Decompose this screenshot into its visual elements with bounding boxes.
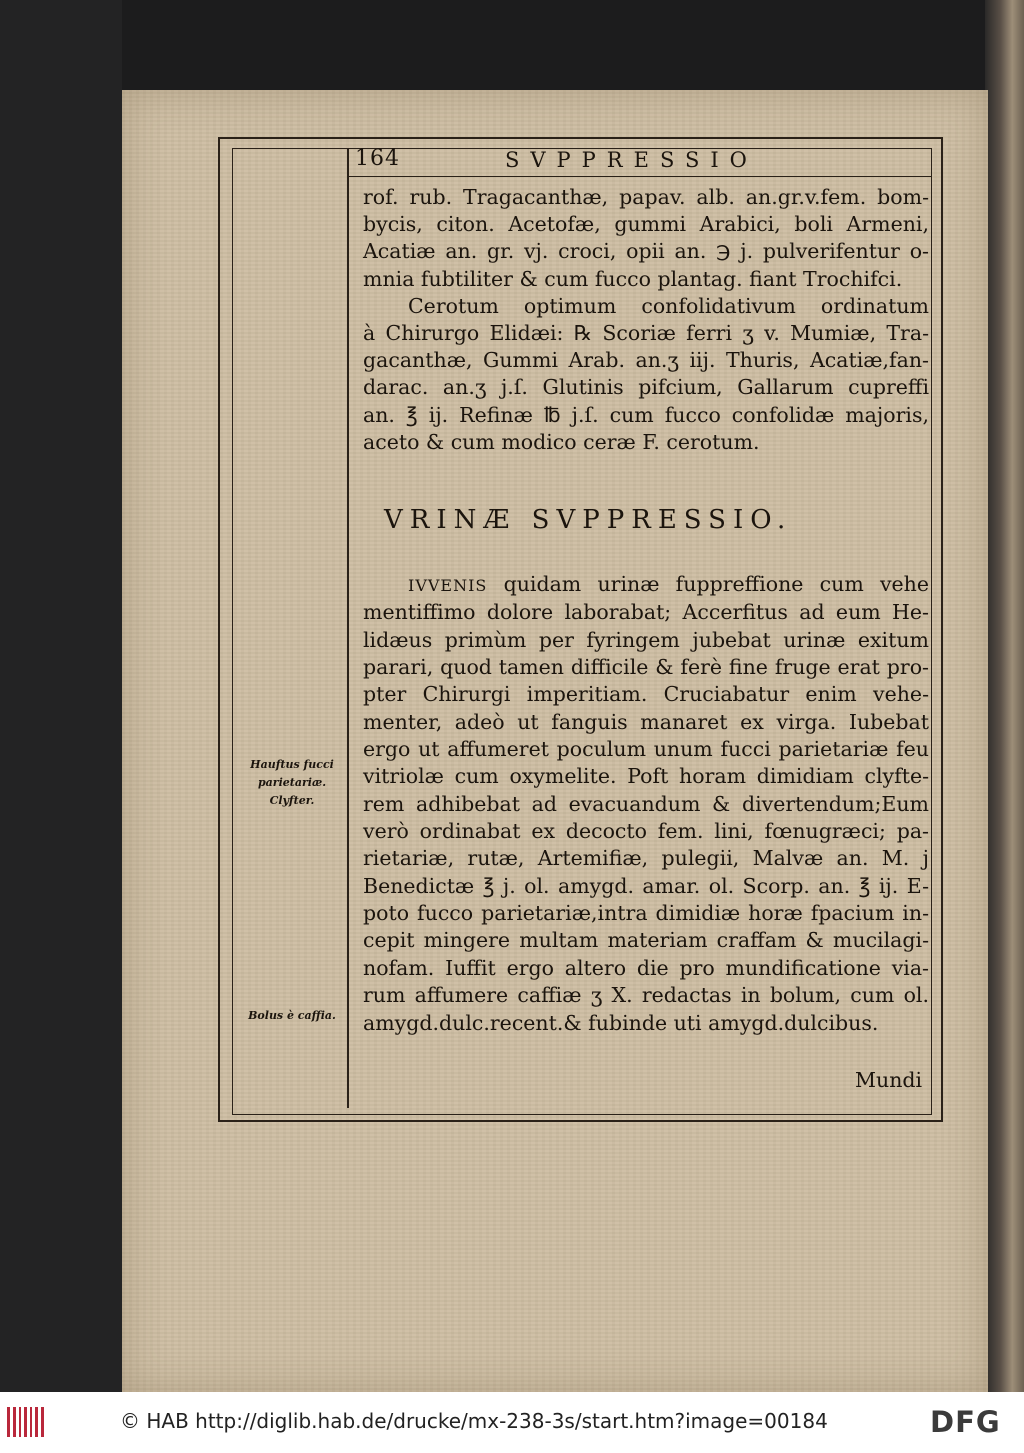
text-line-first <box>363 571 929 599</box>
dfg-logo: DFG <box>930 1405 1001 1439</box>
text-line: lidæus primùm per fyringem jubebat urinæ exitum <box>363 627 929 652</box>
text-block-bottom <box>363 571 929 1037</box>
marginal-note-haustus <box>238 756 346 810</box>
text-line: rietariæ, rutæ, Artemifiæ, pulegii, Malvæ an. M. j <box>363 846 929 871</box>
text-line: poto fucco parietariæ,intra dimidiæ horæ fpacium in- <box>363 901 929 926</box>
scan-backdrop-right <box>985 0 1024 1392</box>
text-line: rem adhibebat ad evacuandum & divertendum;Eum <box>363 791 929 816</box>
text-line: Acatiæ an. gr. vj. croci, opii an. ℈ j. pulverifentur o- <box>363 239 929 264</box>
text-line: Cerotum optimum confolidativum ordinatum <box>408 293 929 318</box>
text-line: parari, quod tamen difficile & ferè fine fruge erat pro- <box>363 655 929 680</box>
text-line: gacanthæ, Gummi Arab. an.ʒ iij. Thuris, Acatiæ,fan- <box>363 348 929 373</box>
text-line: mentiffimo dolore laborabat; Accerfitus ad eum He- <box>363 600 929 625</box>
scan-backdrop-left <box>0 0 122 1392</box>
first-line-rest: quidam urinæ fuppreffione cum vehe <box>487 572 929 596</box>
text-line: nofam. Iuffit ergo altero die pro mundificatione via- <box>363 955 929 980</box>
marginal-note-line: Hauftus fucci <box>250 758 334 771</box>
text-line: pter Chirurgi imperitiam. Cruciabatur enim vehe- <box>363 682 929 707</box>
text-line: darac. an.ʒ j.ſ. Glutinis pifcium, Gallarum cupreffi <box>363 375 929 400</box>
first-word: IVVENIS <box>408 576 488 595</box>
text-line: bycis, citon. Acetofæ, gummi Arabici, boli Armeni, <box>363 212 929 237</box>
text-line: cepit mingere multam materiam craffam & mucilagi- <box>363 928 929 953</box>
text-line: ergo ut affumeret poculum unum fucci parietariæ feu <box>363 737 929 762</box>
text-line: amygd.dulc.recent.& fubinde uti amygd.dulcibus. <box>363 1010 879 1035</box>
attribution-link[interactable]: © HAB http://diglib.hab.de/drucke/mx-238-3s/start.htm?image=00184 <box>120 1409 828 1433</box>
marginal-column-rule <box>347 148 349 1108</box>
text-line: à Chirurgo Elidæi: ℞ Scoriæ ferri ʒ v. Mumiæ, Tra- <box>363 321 929 346</box>
page-number: 164 <box>355 146 400 171</box>
running-head: SVPPRESSIO <box>505 148 758 172</box>
marginal-note-line: parietariæ. <box>257 776 327 789</box>
viewer-footer <box>0 1392 1024 1453</box>
marginal-note-bolus: Bolus è caffia. <box>248 1009 336 1022</box>
text-line: verò ordinabat ex decocto fem. lini, fœnugræci; pa- <box>363 819 929 844</box>
catchword: Mundi <box>855 1068 923 1092</box>
marginal-note-line: Clyfter. <box>269 794 315 807</box>
text-line: mnia fubtiliter & cum fucco plantag. fiant Trochifci. <box>363 266 903 291</box>
text-line: rof. rub. Tragacanthæ, papav. alb. an.gr.v.fem. bom- <box>363 185 929 209</box>
hab-barcode-logo-icon <box>7 1407 47 1437</box>
text-line: an. ℥ ij. Refinæ ℔ j.ſ. cum fucco confolidæ majoris, <box>363 402 929 427</box>
text-line: Benedictæ ℥ j. ol. amygd. amar. ol. Scorp. an. ℥ ij. E- <box>363 873 929 898</box>
text-line: vitriolæ cum oxymelite. Poft horam dimidiam clyfte- <box>363 764 929 789</box>
header-rule <box>349 176 932 177</box>
text-line: aceto & cum modico ceræ F. cerotum. <box>363 429 760 454</box>
text-line: rum affumere caffiæ ʒ X. redactas in bolum, cum ol. <box>363 983 929 1008</box>
section-title: VRINÆ SVPPRESSIO. <box>384 505 793 535</box>
text-line: menter, adeò ut fanguis manaret ex virga. Iubebat <box>363 709 929 734</box>
text-block-top <box>363 184 929 456</box>
